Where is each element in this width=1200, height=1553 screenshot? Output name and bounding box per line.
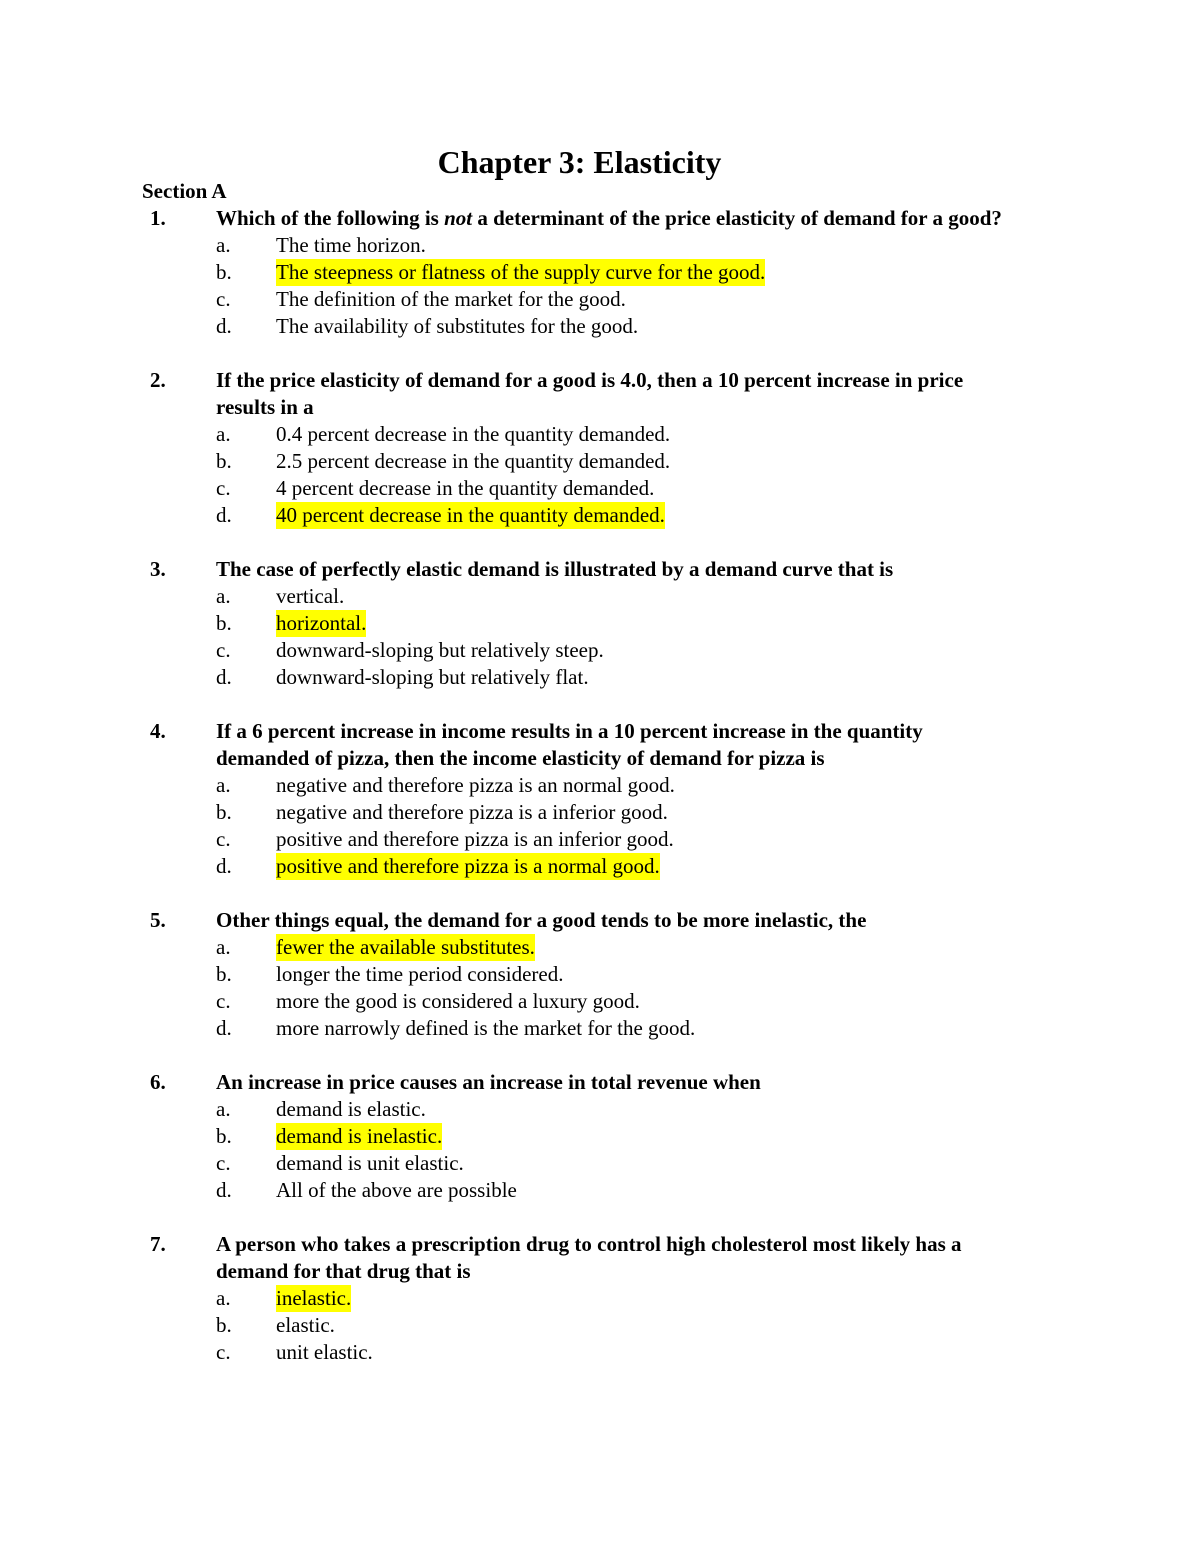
question-number: 2.: [150, 368, 166, 392]
question-6: [0, 1069, 1200, 1204]
option-letter: b.: [216, 962, 232, 986]
question-text-part: a determinant of the price elasticity of demand for a good?: [472, 206, 1002, 230]
option-letter: c.: [216, 827, 231, 851]
option-text: All of the above are possible: [276, 1178, 517, 1202]
option-letter: b.: [216, 1124, 232, 1148]
question-text-part: If a 6 percent increase in income results in a 10 percent increase in the quantity demanded of pizza, then the income elasticity of demand for pizza is: [216, 719, 923, 770]
option-text: longer the time period considered.: [276, 962, 564, 986]
question-text: [216, 907, 1016, 934]
question-emphasis: not: [444, 206, 473, 230]
option-letter: a.: [216, 233, 231, 257]
option-letter: a.: [216, 1097, 231, 1121]
question-number: 5.: [150, 908, 166, 932]
option-text: negative and therefore pizza is a inferior good.: [276, 800, 668, 824]
question-text-part: Which of the following is: [216, 206, 445, 230]
question-text: [216, 718, 1016, 772]
answer-option: [0, 772, 1200, 799]
question-stem: [0, 1231, 1200, 1285]
question-7: [0, 1231, 1200, 1366]
answer-option: [0, 1312, 1200, 1339]
highlighted-answer: demand is inelastic.: [276, 1124, 443, 1148]
answer-option: [0, 583, 1200, 610]
option-letter: a.: [216, 773, 231, 797]
option-letter: c.: [216, 476, 231, 500]
highlighted-answer: positive and therefore pizza is a normal good.: [276, 854, 660, 878]
question-stem: [0, 1069, 1200, 1096]
answer-option: [0, 1339, 1200, 1366]
option-text: demand is unit elastic.: [276, 1151, 464, 1175]
option-letter: b.: [216, 1313, 232, 1337]
question-text-part: Other things equal, the demand for a good tends to be more inelastic, the: [216, 908, 867, 932]
answer-option: [0, 1015, 1200, 1042]
answer-option: [0, 664, 1200, 691]
question-text: [216, 1069, 1016, 1096]
option-text: demand is elastic.: [276, 1097, 426, 1121]
option-text: positive and therefore pizza is an inferior good.: [276, 827, 674, 851]
option-letter: c.: [216, 287, 231, 311]
question-number: 6.: [150, 1070, 166, 1094]
answer-option: [0, 259, 1200, 286]
answer-option: [0, 826, 1200, 853]
question-4: [0, 718, 1200, 880]
answer-option: [0, 1123, 1200, 1150]
answer-option: [0, 610, 1200, 637]
question-text-part: An increase in price causes an increase in total revenue when: [216, 1070, 761, 1094]
question-text-part: If the price elasticity of demand for a good is 4.0, then a 10 percent increase in price results in a: [216, 368, 964, 419]
question-stem: [0, 718, 1200, 772]
option-letter: a.: [216, 584, 231, 608]
answer-option: [0, 988, 1200, 1015]
option-text: 4 percent decrease in the quantity demanded.: [276, 476, 655, 500]
highlighted-answer: The steepness or flatness of the supply curve for the good.: [276, 260, 766, 284]
option-text: downward-sloping but relatively flat.: [276, 665, 589, 689]
option-text: The time horizon.: [276, 233, 426, 257]
option-letter: a.: [216, 935, 231, 959]
option-letter: d.: [216, 665, 232, 689]
highlighted-answer: 40 percent decrease in the quantity demanded.: [276, 503, 665, 527]
option-text: 2.5 percent decrease in the quantity demanded.: [276, 449, 671, 473]
answer-option: [0, 502, 1200, 529]
answer-option: [0, 1150, 1200, 1177]
option-letter: d.: [216, 1016, 232, 1040]
question-list: [0, 205, 1200, 1393]
option-letter: c.: [216, 1340, 231, 1364]
question-number: 1.: [150, 206, 166, 230]
answer-option: [0, 286, 1200, 313]
question-number: 3.: [150, 557, 166, 581]
option-text: elastic.: [276, 1313, 335, 1337]
highlighted-answer: inelastic.: [276, 1286, 352, 1310]
option-text: more narrowly defined is the market for the good.: [276, 1016, 696, 1040]
option-text: The availability of substitutes for the good.: [276, 314, 639, 338]
option-letter: d.: [216, 503, 232, 527]
option-letter: d.: [216, 854, 232, 878]
option-letter: b.: [216, 611, 232, 635]
option-text: The definition of the market for the good.: [276, 287, 626, 311]
question-text: [216, 556, 1016, 583]
answer-option: [0, 421, 1200, 448]
question-text: [216, 367, 1016, 421]
question-text-part: A person who takes a prescription drug to control high cholesterol most likely has a demand for that drug that is: [216, 1232, 962, 1283]
highlighted-answer: fewer the available substitutes.: [276, 935, 535, 959]
answer-option: [0, 232, 1200, 259]
question-number: 7.: [150, 1232, 166, 1256]
option-text: vertical.: [276, 584, 345, 608]
answer-option: [0, 1177, 1200, 1204]
answer-option: [0, 934, 1200, 961]
question-text: [216, 1231, 1016, 1285]
question-stem: [0, 907, 1200, 934]
option-text: negative and therefore pizza is an normal good.: [276, 773, 675, 797]
option-letter: b.: [216, 260, 232, 284]
option-letter: c.: [216, 989, 231, 1013]
answer-option: [0, 799, 1200, 826]
question-text-part: The case of perfectly elastic demand is illustrated by a demand curve that is: [216, 557, 894, 581]
option-letter: c.: [216, 1151, 231, 1175]
question-5: [0, 907, 1200, 1042]
option-text: 0.4 percent decrease in the quantity demanded.: [276, 422, 671, 446]
question-stem: [0, 205, 1200, 232]
option-text: unit elastic.: [276, 1340, 373, 1364]
answer-option: [0, 313, 1200, 340]
section-label: Section A: [142, 179, 227, 203]
answer-option: [0, 475, 1200, 502]
question-3: [0, 556, 1200, 691]
answer-option: [0, 1096, 1200, 1123]
question-2: [0, 367, 1200, 529]
option-letter: a.: [216, 422, 231, 446]
page-title: Chapter 3: Elasticity: [437, 144, 722, 180]
option-text: more the good is considered a luxury good.: [276, 989, 640, 1013]
option-letter: c.: [216, 638, 231, 662]
answer-option: [0, 961, 1200, 988]
option-letter: d.: [216, 1178, 232, 1202]
option-letter: b.: [216, 449, 232, 473]
answer-option: [0, 448, 1200, 475]
question-stem: [0, 556, 1200, 583]
answer-option: [0, 637, 1200, 664]
question-text: [216, 205, 1016, 232]
option-letter: b.: [216, 800, 232, 824]
answer-option: [0, 853, 1200, 880]
question-1: [0, 205, 1200, 340]
option-letter: d.: [216, 314, 232, 338]
highlighted-answer: horizontal.: [276, 611, 367, 635]
option-text: downward-sloping but relatively steep.: [276, 638, 604, 662]
question-stem: [0, 367, 1200, 421]
question-number: 4.: [150, 719, 166, 743]
answer-option: [0, 1285, 1200, 1312]
option-letter: a.: [216, 1286, 231, 1310]
